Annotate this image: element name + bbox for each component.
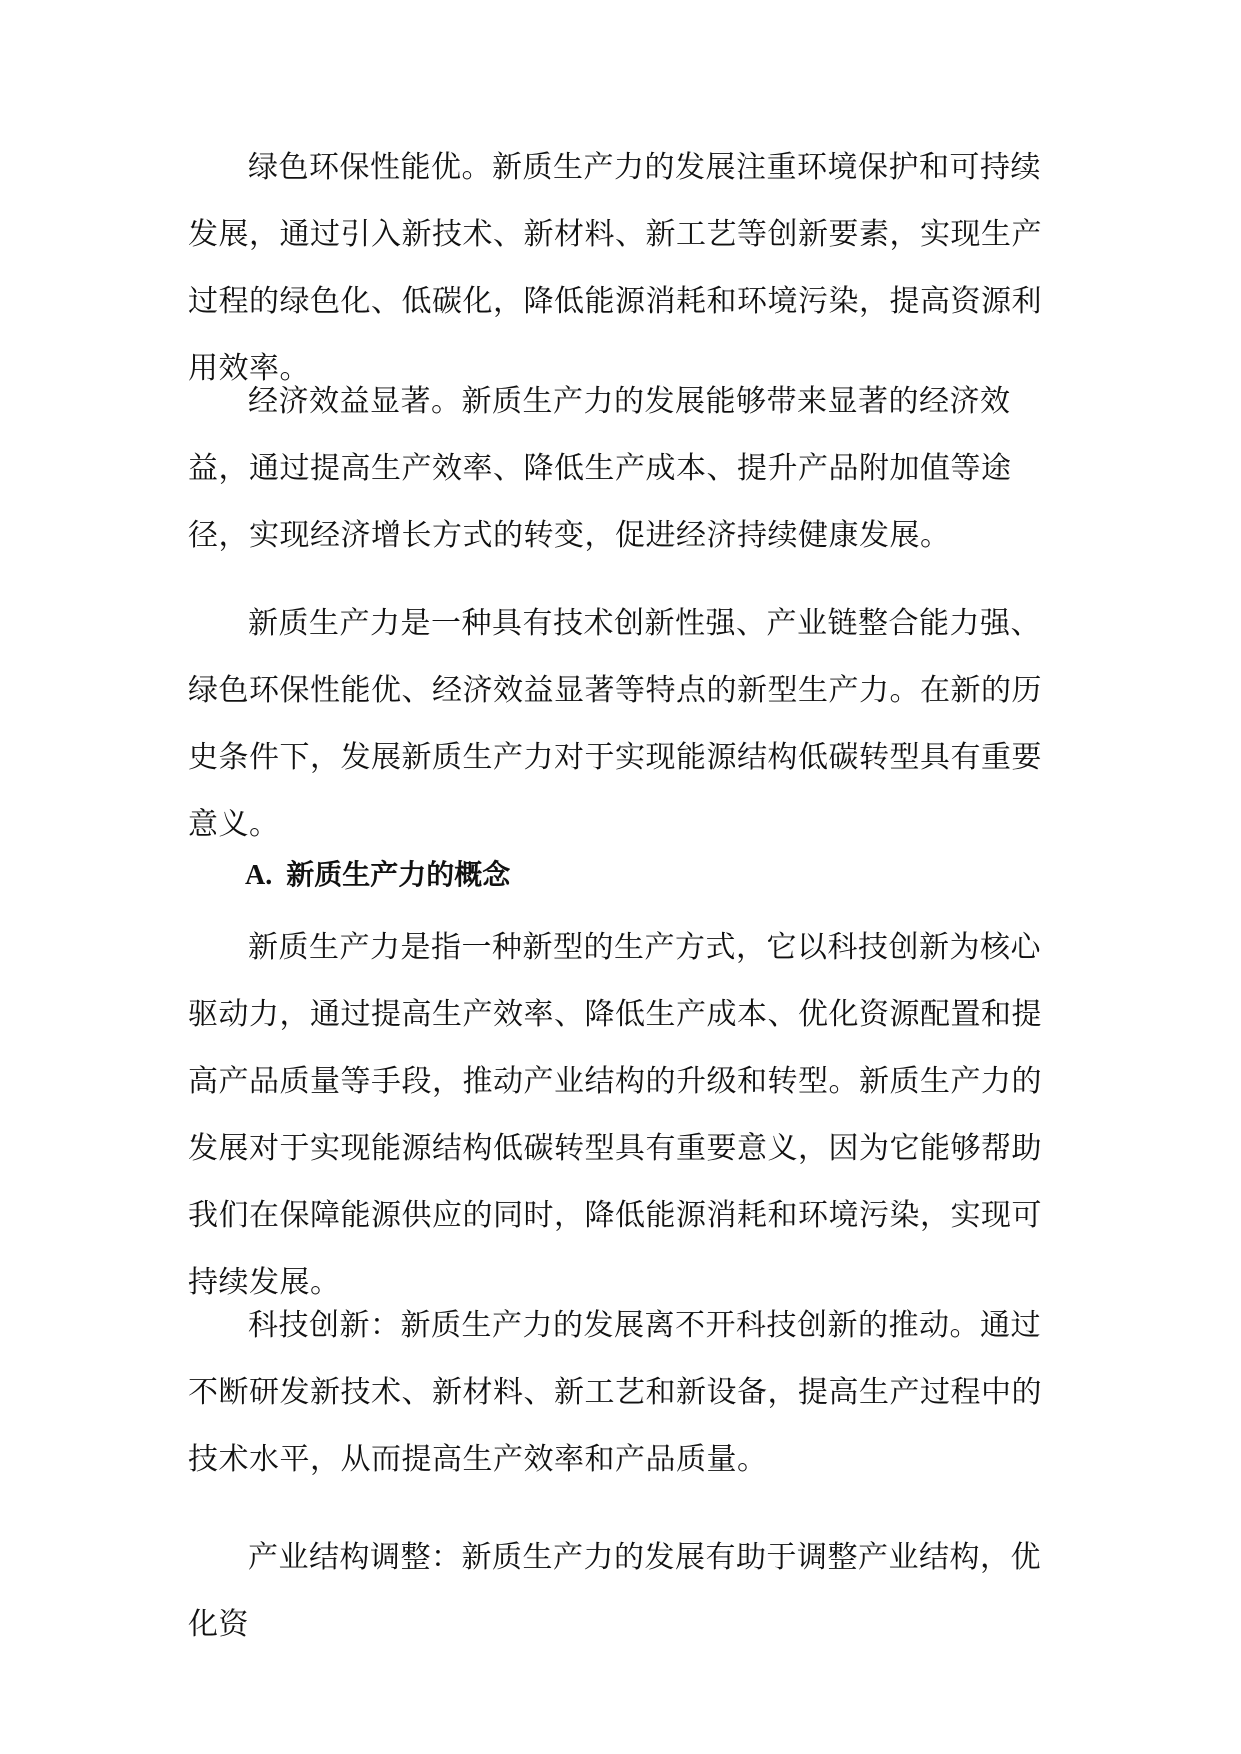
- paragraph-industrial-structure: 产业结构调整：新质生产力的发展有助于调整产业结构，优化资: [188, 1540, 1041, 1642]
- paragraph-green-environmental: 绿色环保性能优。新质生产力的发展注重环境保护和可持续发展，通过引入新技术、新材料、新工艺等创新要素，实现生产过程的绿色化、低碳化，降低能源消耗和环境污染，提高资源利用效率。: [188, 150, 1042, 386]
- paragraph-concept-definition: 新质生产力是指一种新型的生产方式，它以科技创新为核心驱动力，通过提高生产效率、降低生产成本、优化资源配置和提高产品质量等手段，推动产业结构的升级和转型。新质生产力的发展对于实现能源结构低碳转型具有重要意义，因为它能够帮助我们在保障能源供应的同时，降低能源消耗和环境污染，实现可持续发展。: [188, 930, 1042, 1300]
- paragraph-tech-innovation: 科技创新：新质生产力的发展离不开科技创新的推动。通过不断研发新技术、新材料、新工艺和新设备，提高生产过程中的技术水平，从而提高生产效率和产品质量。: [188, 1308, 1042, 1477]
- section-marker: A.: [245, 860, 273, 891]
- section-title: 新质生产力的概念: [286, 858, 511, 891]
- section-heading: [245, 855, 510, 896]
- paragraph-economic-benefits: 经济效益显著。新质生产力的发展能够带来显著的经济效益，通过提高生产效率、降低生产成本、提升产品附加值等途径，实现经济增长方式的转变，促进经济持续健康发展。: [188, 384, 1012, 553]
- paragraph-summary: 新质生产力是一种具有技术创新性强、产业链整合能力强、绿色环保性能优、经济效益显著等特点的新型生产力。在新的历史条件下，发展新质生产力对于实现能源结构低碳转型具有重要意义。: [188, 606, 1042, 842]
